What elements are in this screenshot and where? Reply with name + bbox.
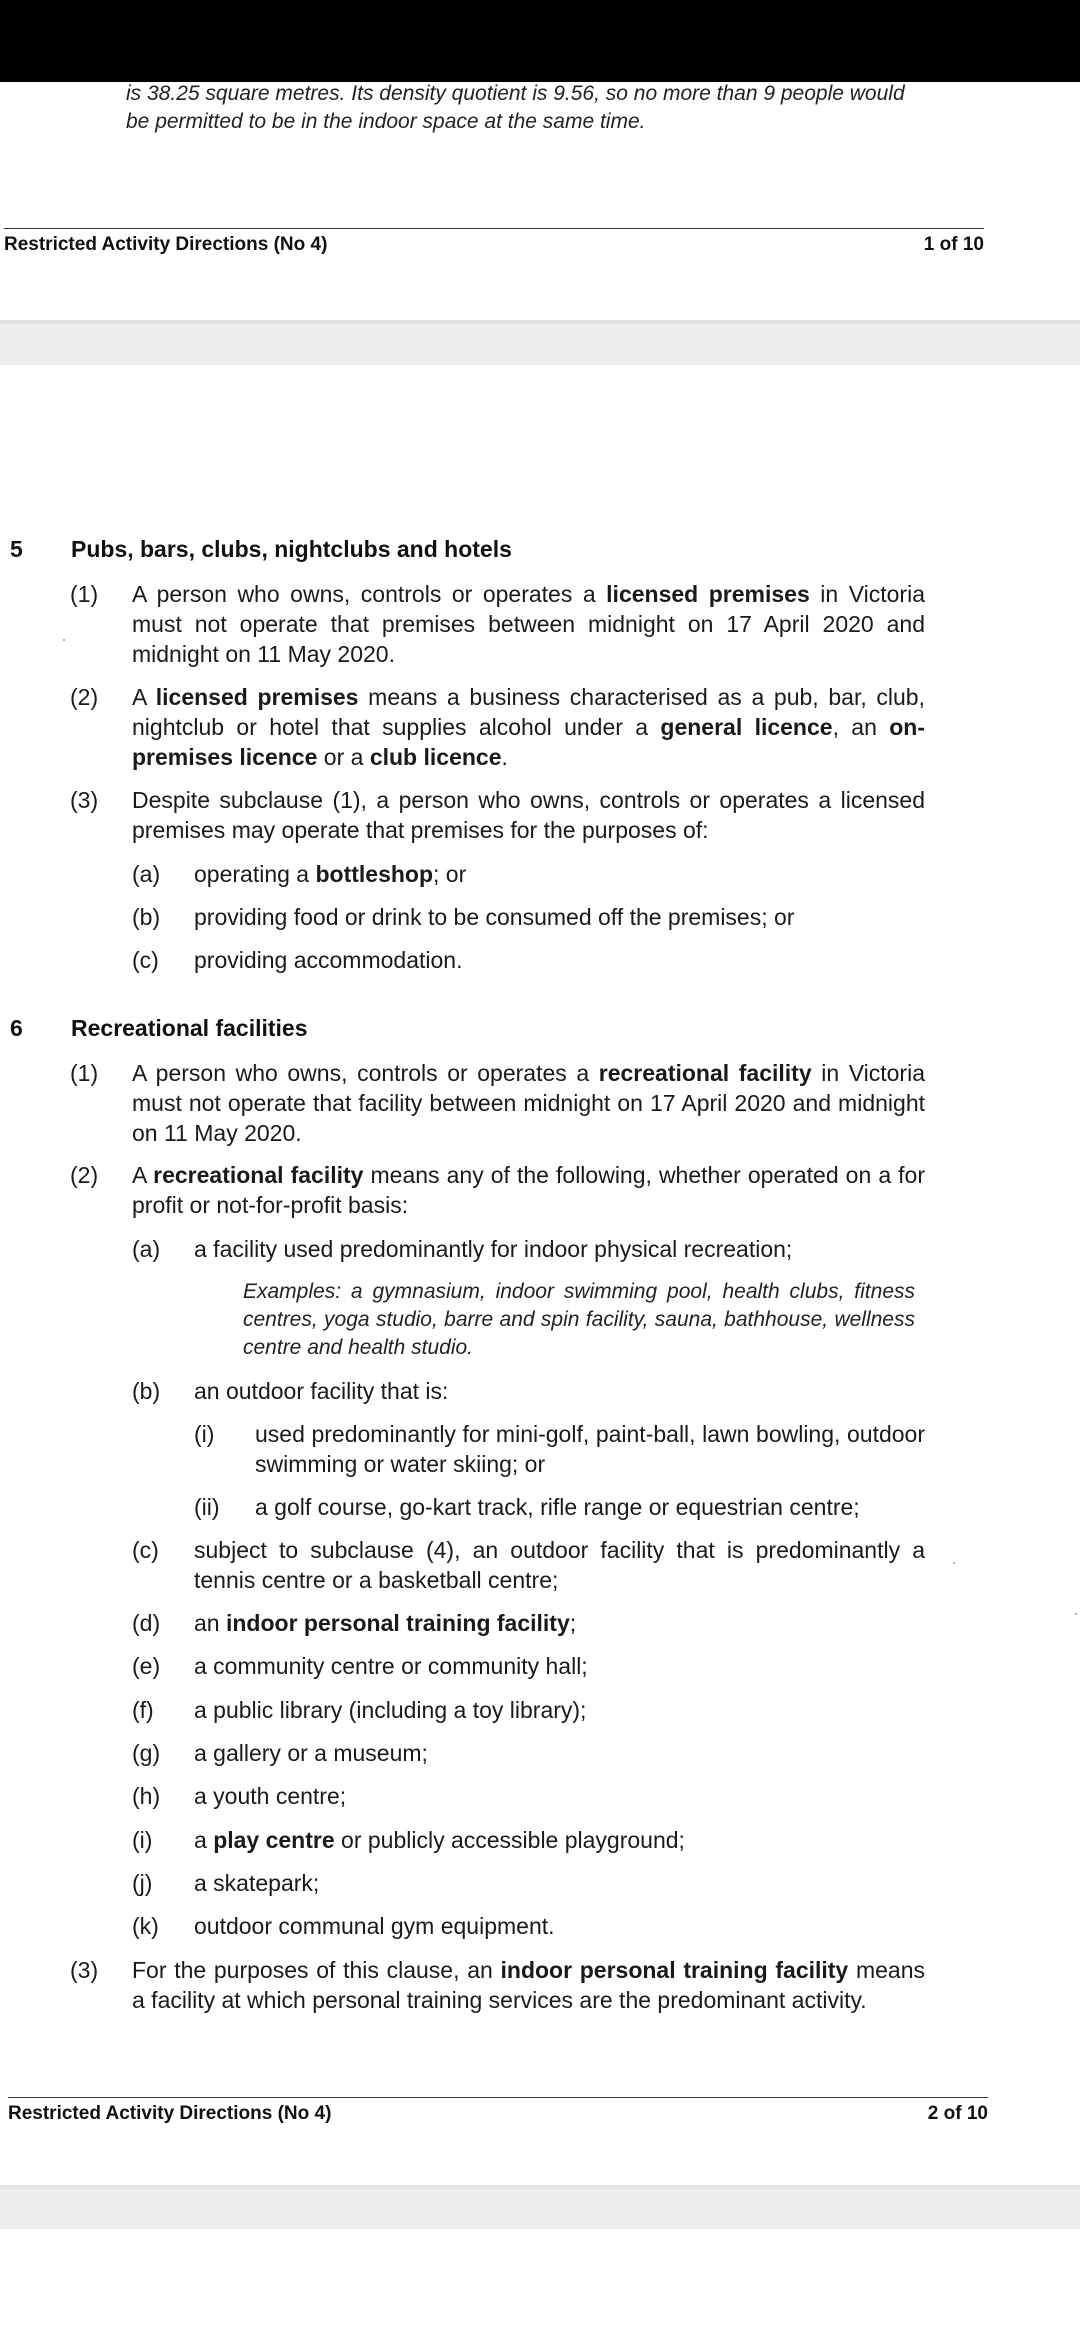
subclause-label: (3) (70, 787, 99, 813)
example-text-line: is 38.25 square metres. Its density quotient is 9.56, so no more than 9 people would (126, 82, 905, 105)
footer-document-title: Restricted Activity Directions (No 4) (8, 2103, 332, 2124)
item-label: (d) (132, 1610, 161, 1636)
page-separator (0, 2189, 1080, 2229)
subclause-label: (1) (70, 581, 99, 607)
scan-speck (953, 1562, 955, 1564)
subclause-text: A recreational facility means any of the following, whether operated on a for profit or not-for-profit basis: (132, 1162, 926, 1218)
subclause-label: (2) (70, 1162, 99, 1188)
subclause-text: A person who owns, controls or operates a licensed premises in Victoria must not operate that premises between midnight on 17 April 2020 and midnight on 11 May 2020. (132, 581, 925, 667)
item-label: (a) (132, 1236, 161, 1262)
document-page-2 (0, 365, 1080, 2185)
clause-number: 6 (10, 1015, 23, 1041)
subclause-label: (2) (70, 684, 99, 710)
clause-title: Recreational facilities (71, 1015, 308, 1041)
scan-speck (1075, 1613, 1077, 1615)
item-text: a skatepark; (194, 1870, 320, 1896)
item-text: operating a bottleshop; or (194, 861, 467, 887)
item-text: a facility used predominantly for indoor physical recreation; (194, 1236, 793, 1262)
subclause-text: Despite subclause (1), a person who owns, controls or operates a licensed premises may operate that premises for the purposes of: (132, 787, 925, 843)
status-bar (0, 0, 1080, 82)
page-separator (0, 324, 1080, 365)
footer-rule (8, 2097, 988, 2098)
item-text: a community centre or community hall; (194, 1653, 588, 1679)
subclause-text: A licensed premises means a business characterised as a pub, bar, club, nightclub or hotel that supplies alcohol under a general licence, an on-premises licence or a club licence. (132, 684, 925, 770)
scan-speck (63, 639, 65, 641)
item-text: providing accommodation. (194, 947, 463, 973)
item-text: a youth centre; (194, 1783, 347, 1809)
footer-page-number: 2 of 10 (927, 2103, 988, 2124)
footer-page-number: 1 of 10 (923, 234, 984, 255)
item-label: (a) (132, 861, 161, 887)
item-text: an indoor personal training facility; (194, 1610, 577, 1636)
subclause-text: A person who owns, controls or operates a recreational facility in Victoria must not operate that facility between midnight on 17 April 2020 and midnight on 11 May 2020. (132, 1060, 925, 1146)
item-text: an outdoor facility that is: (194, 1378, 449, 1404)
item-text: a gallery or a museum; (194, 1740, 428, 1766)
subclause-text: For the purposes of this clause, an indoor personal training facility means a facility at which personal training services are the predominant activity. (132, 1957, 925, 2013)
item-text: a play centre or publicly accessible playground; (194, 1827, 685, 1853)
footer-document-title: Restricted Activity Directions (No 4) (4, 234, 328, 255)
subitem-text: a golf course, go-kart track, rifle range or equestrian centre; (255, 1494, 860, 1520)
footer-rule (4, 228, 984, 229)
item-label: (g) (132, 1740, 161, 1766)
subitem-text: used predominantly for mini-golf, paint-ball, lawn bowling, outdoor swimming or water skiing; or (255, 1421, 925, 1477)
item-text: a public library (including a toy library); (194, 1697, 587, 1723)
subclause-label: (3) (70, 1957, 99, 1983)
example-text-line: be permitted to be in the indoor space at the same time. (126, 110, 646, 133)
item-label: (e) (132, 1653, 161, 1679)
item-label: (b) (132, 1378, 161, 1404)
item-label: (b) (132, 904, 161, 930)
page-1-tail (0, 82, 1080, 322)
clause-title: Pubs, bars, clubs, nightclubs and hotels (71, 536, 512, 562)
item-text: outdoor communal gym equipment. (194, 1913, 555, 1939)
item-label: (i) (132, 1827, 153, 1853)
item-label: (f) (132, 1697, 154, 1723)
item-label: (h) (132, 1783, 161, 1809)
item-text: subject to subclause (4), an outdoor facility that is predominantly a tennis centre or a basketball centre; (194, 1537, 925, 1593)
examples-note: Examples: a gymnasium, indoor swimming pool, health clubs, fitness centres, yoga studio, barre and spin facility, sauna, bathhouse, wellness centre and health studio. (243, 1280, 915, 1359)
clause-number: 5 (10, 536, 23, 562)
item-text: providing food or drink to be consumed off the premises; or (194, 904, 795, 930)
item-label: (k) (132, 1913, 159, 1939)
item-label: (c) (132, 1537, 159, 1563)
item-label: (c) (132, 947, 159, 973)
subclause-label: (1) (70, 1060, 99, 1086)
subitem-label: (ii) (194, 1494, 220, 1520)
subitem-label: (i) (194, 1421, 215, 1447)
item-label: (j) (132, 1870, 153, 1896)
